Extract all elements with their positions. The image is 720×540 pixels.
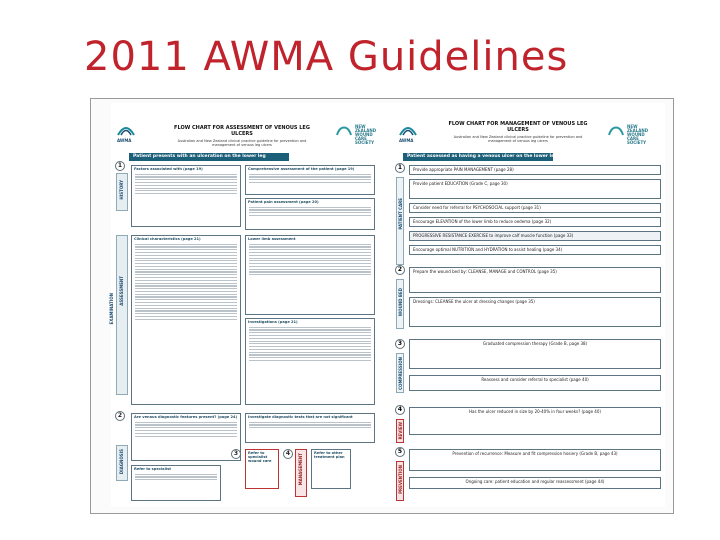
prevention-label: PREVENTION — [398, 465, 403, 494]
comprehensive-assessment-box — [245, 165, 375, 195]
step-5-marker: 5 — [395, 447, 405, 457]
prevention-row: Prevention of recurrence: Measure and fit compression hosiery (Grade B, page 43) — [409, 449, 661, 471]
psychosocial-row: Consider need for referral for PSYCHOSOCIAL support (page 31) — [409, 203, 661, 213]
diagnostic-tests-heading: Investigate diagnostic tests that are not significant — [248, 415, 353, 419]
clinical-characteristics-heading: Clinical characteristics (page 21) — [134, 237, 201, 241]
nzwcs-logo-icon — [607, 123, 625, 137]
patient-care-sidebar — [396, 177, 404, 265]
pain-assessment-box — [245, 198, 375, 230]
step-4-marker: 4 — [283, 449, 293, 459]
step-3-marker: 3 — [395, 339, 405, 349]
history-label: HISTORY — [119, 180, 124, 200]
specialist-referral-heading: Refer to specialist — [134, 467, 171, 471]
awma-logo-text: AWMA — [117, 138, 132, 143]
reassess-row: Reassess and consider referral to specialist (page 40) — [409, 375, 661, 391]
prevention-sidebar — [396, 461, 404, 501]
management-chart-title: FLOW CHART FOR MANAGEMENT OF VENOUS LEG ULCERS — [448, 121, 588, 133]
step-4-marker: 4 — [395, 405, 405, 415]
history-factors-box — [131, 165, 241, 227]
step-3-marker: 3 — [231, 449, 241, 459]
review-label: REVIEW — [398, 422, 403, 440]
management-label: MANAGEMENT — [298, 453, 303, 486]
clinical-characteristics-box — [131, 235, 241, 405]
slide-title: 2011 AWMA Guidelines — [84, 34, 569, 80]
patient-care-label: PATIENT CARE — [398, 198, 403, 230]
assessment-chart-title: FLOW CHART FOR ASSESSMENT OF VENOUS LEG ULCERS — [174, 125, 310, 137]
history-factors-heading: Factors associated with (page 19) — [134, 167, 203, 171]
step-2-marker: 2 — [115, 411, 125, 421]
awma-logo-icon — [399, 123, 417, 137]
step-2-marker: 2 — [395, 265, 405, 275]
awma-logo-icon — [117, 123, 135, 137]
diagnosis-label: DIAGNOSIS — [119, 449, 124, 475]
document-image — [90, 98, 674, 514]
management-flowchart — [393, 103, 665, 507]
lower-limb-heading: Lower limb assessment — [248, 237, 296, 241]
nzwcs-logo-text: NEW ZEALAND WOUND CARE SOCIETY — [355, 124, 377, 145]
compression-therapy-row: Graduated compression therapy (Grade B, page 38) — [409, 339, 661, 369]
wound-care-referral-box — [245, 449, 279, 489]
management-banner: Patient assessed as having a venous ulcer on the lower leg — [403, 153, 553, 161]
ulcer-reduction-row: Has the ulcer reduced in size by 20-40% in four weeks? (page 40) — [409, 407, 661, 435]
compression-label: COMPRESSION — [398, 357, 403, 390]
step-1-marker: 1 — [115, 161, 125, 171]
examination-label: EXAMINATION — [109, 293, 114, 325]
wound-bed-sidebar — [396, 279, 404, 329]
diagnostic-tests-box — [245, 413, 375, 443]
elevation-row: Encourage ELEVATION of the lower limb to reduce oedema (page 32) — [409, 217, 661, 227]
awma-logo-text: AWMA — [399, 138, 414, 143]
other-treatment-box — [311, 449, 351, 489]
patient-education-row: Provide patient EDUCATION (Grade C, page 30) — [409, 179, 661, 199]
venous-diagnosis-box — [131, 413, 241, 461]
nzwcs-logo-icon — [335, 123, 353, 137]
assessment-banner: Patient presents with an ulceration on the lower leg — [129, 153, 289, 161]
compression-sidebar — [396, 353, 404, 393]
pain-management-row: Provide appropriate PAIN MANAGEMENT (page 28) — [409, 165, 661, 175]
wound-bed-prep-row: Prepare the wound bed by: CLEANSE, MANAGE and CONTROL (page 35) — [409, 267, 661, 293]
ongoing-care-row: Ongoing care: patient education and regular reassessment (page 44) — [409, 477, 661, 489]
specialist-referral-box — [131, 465, 221, 501]
management-chart-subtitle: Australian and New Zealand clinical practice guideline for prevention and management of venous leg ulcers — [453, 135, 583, 143]
nutrition-row: Encourage optimal NUTRITION and HYDRATION to assist healing (page 34) — [409, 245, 661, 255]
management-sidebar — [295, 449, 307, 497]
nzwcs-logo-text: NEW ZEALAND WOUND CARE SOCIETY — [627, 124, 649, 145]
step-1-marker: 1 — [395, 163, 405, 173]
wound-care-referral-heading: Refer to specialist wound care — [248, 451, 272, 463]
investigations-box — [245, 318, 375, 405]
assessment-chart-subtitle: Australian and New Zealand clinical practice guideline for prevention and management of venous leg ulcers — [177, 139, 307, 147]
lower-limb-assessment-box — [245, 235, 375, 315]
assessment-label: ASSESSMENT — [119, 276, 124, 306]
diagnosis-sidebar — [116, 445, 128, 481]
assessment-flowchart — [111, 103, 393, 507]
investigations-heading: Investigations (page 21) — [248, 320, 298, 324]
pain-assessment-heading: Patient pain assessment (page 20) — [248, 200, 319, 204]
assessment-sidebar — [116, 235, 128, 395]
history-sidebar — [116, 173, 128, 211]
review-sidebar — [396, 419, 404, 443]
dressings-row: Dressings: CLEANSE the ulcer at dressing changes (page 35) — [409, 297, 661, 327]
exercise-row: PROGRESSIVE RESISTANCE EXERCISE to improve calf muscle function (page 33) — [409, 231, 661, 241]
venous-diagnosis-heading: Are venous diagnostic features present? (page 24) — [134, 415, 238, 419]
other-treatment-heading: Refer to other treatment plan — [314, 451, 345, 459]
comprehensive-assessment-heading: Comprehensive assessment of the patient (page 19) — [248, 167, 355, 171]
wound-bed-label: WOUND BED — [398, 288, 403, 317]
